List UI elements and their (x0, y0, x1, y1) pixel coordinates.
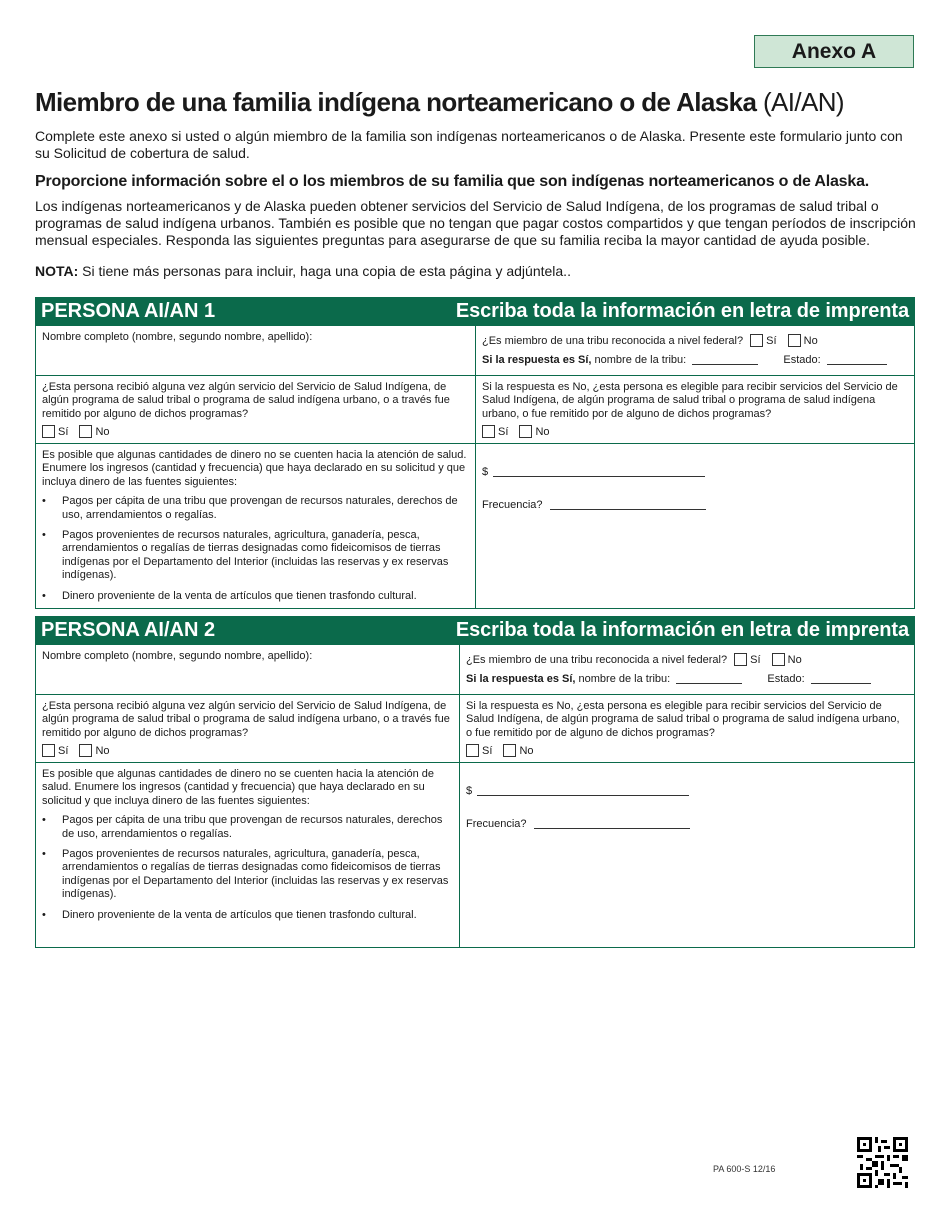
ihs-yes-checkbox[interactable] (42, 425, 55, 438)
yes-label: Sí (482, 745, 493, 758)
full-name-label: Nombre completo (nombre, segundo nombre, apellido): (42, 331, 313, 343)
note-text: Si tiene más personas para incluir, haga una copia de esta página y adjúntela.. (78, 263, 571, 279)
list-item: • Pagos provenientes de recursos naturales, agricultura, ganadería, pesca, arrendamientos o regalías de tierras designadas como fideicomisos de tierras indígenas por el Departamento del Interior (incluidas las reservas y ex reservas indígenas). (56, 529, 469, 583)
intro-text: Complete este anexo si usted o algún miembro de la familia son indígenas norteamericanos o de Alaska. Presente este formulario junto con su Solicitud de cobertura de salud. (35, 128, 903, 161)
title-main: Miembro de una familia indígena norteamericano o de Alaska (35, 87, 757, 117)
person-1-section (35, 297, 915, 609)
income-sources-list (42, 495, 469, 603)
tribe-no-checkbox[interactable] (788, 334, 801, 347)
income-intro: Es posible que algunas cantidades de dinero no se cuenten hacia la atención de salud. Enumere los ingresos (cantidad y frecuencia) que haya declarado en su solicitud y que incluya dinero de las fuentes siguientes: (42, 768, 435, 807)
no-label: No (95, 745, 110, 758)
frequency-label: Frecuencia? (466, 818, 527, 831)
ihs-no-checkbox[interactable] (79, 744, 92, 757)
person-1-income-cell (36, 444, 476, 608)
eligible-no-checkbox[interactable] (519, 425, 532, 438)
frequency-input[interactable] (550, 509, 706, 510)
person-2-section (35, 616, 915, 948)
no-label: No (535, 426, 550, 439)
yes-label: Sí (58, 745, 69, 758)
amount-input[interactable] (493, 476, 705, 477)
person-2-row-services (36, 694, 914, 762)
note-label: NOTA: (35, 263, 79, 279)
ihs-no-checkbox[interactable] (79, 425, 92, 438)
no-label: No (519, 745, 534, 758)
qr-code-icon (857, 1137, 908, 1188)
list-item: • Pagos per cápita de una tribu que provengan de recursos naturales, derechos de uso, arrendamientos o regalías. (56, 495, 469, 522)
person-2-ihs-cell (36, 695, 460, 762)
full-name-label: Nombre completo (nombre, segundo nombre, apellido): (42, 650, 313, 662)
person-1-name-cell[interactable] (36, 326, 476, 375)
form-code: PA 600-S 12/16 (713, 1164, 776, 1174)
person-1-tribe-cell (476, 326, 914, 375)
tribe-name-input[interactable] (692, 364, 758, 365)
person-1-row-services (36, 375, 914, 443)
list-item: • Pagos per cápita de una tribu que provengan de recursos naturales, derechos de uso, arrendamientos o regalías. (56, 814, 453, 841)
yes-label: Sí (58, 426, 69, 439)
list-item: • Dinero proveniente de la venta de artículos que tienen trasfondo cultural. (56, 909, 453, 922)
state-label: Estado: (767, 673, 805, 686)
person-1-ihs-cell (36, 376, 476, 443)
person-1-row-name (36, 325, 914, 375)
list-item: • Dinero proveniente de la venta de artículos que tienen trasfondo cultural. (56, 590, 469, 603)
person-1-row-income (36, 443, 914, 608)
state-input[interactable] (827, 364, 887, 365)
tribe-name-input[interactable] (676, 683, 742, 684)
eligible-yes-checkbox[interactable] (466, 744, 479, 757)
list-item: • Pagos provenientes de recursos naturales, agricultura, ganadería, pesca, arrendamientos o regalías de tierras designadas como fideicomisos de tierras indígenas por el Departamento del Interior (incluidas las reservas y ex reservas indígenas). (56, 848, 453, 902)
state-label: Estado: (783, 354, 821, 367)
amount-input[interactable] (477, 795, 689, 796)
note (35, 263, 919, 280)
yes-label: Sí (766, 335, 777, 347)
tribe-yes-checkbox[interactable] (734, 653, 747, 666)
ihs-question: ¿Esta persona recibió alguna vez algún servicio del Servicio de Salud Indígena, de algún programa de salud tribal o programa de salud indígena urbano, o a través fue remitido por alguno de dichos programas? (42, 381, 450, 420)
person-2-tribe-cell (460, 645, 914, 694)
eligible-no-checkbox[interactable] (503, 744, 516, 757)
body-text: Los indígenas norteamericanos y de Alaska pueden obtener servicios del Servicio de Salud Indígena, de los programas de salud tribal o programas de salud indígena urbanos. También es posible que no tengan que pagar costos compartidos y que tengan períodos de inscripción mensual especiales. Responda las siguientes preguntas para asegurarse de que su familia reciba la mayor cantidad de ayuda posible. (35, 198, 916, 248)
subheading: Proporcione información sobre el o los miembros de su familia que son indígenas norteamericanos o de Alaska. (35, 173, 870, 190)
tribe-name-label: nombre de la tribu: (575, 673, 671, 686)
person-2-title: PERSONA AI/AN 2 (41, 618, 216, 641)
eligible-question: Si la respuesta es No, ¿esta persona es elegible para recibir servicios del Servicio de Salud Indígena, de algún programa de salud tribal o programa de salud indígena urbano, o fue remitido por de alguno de dichos programas? (482, 381, 898, 420)
income-intro: Es posible que algunas cantidades de dinero no se cuenten hacia la atención de salud. Enumere los ingresos (cantidad y frecuencia) que haya declarado en su solicitud y que incluya dinero de las fuentes siguientes: (42, 449, 467, 488)
frequency-input[interactable] (534, 828, 690, 829)
title-suffix: (AI/AN) (762, 87, 844, 117)
if-yes-label: Si la respuesta es Sí, (466, 673, 576, 686)
page-title (35, 86, 915, 118)
no-label: No (95, 426, 110, 439)
person-1-title: PERSONA AI/AN 1 (41, 299, 216, 322)
amount-label: $ (466, 785, 473, 797)
tribe-no-checkbox[interactable] (772, 653, 785, 666)
annex-label: Anexo A (754, 35, 914, 68)
person-2-eligible-cell (460, 695, 914, 762)
person-1-eligible-cell (476, 376, 914, 443)
person-2-row-name (36, 644, 914, 694)
amount-label: $ (482, 466, 489, 478)
person-2-amount-cell (460, 763, 914, 947)
person-2-header (36, 617, 914, 644)
eligible-question: Si la respuesta es No, ¿esta persona es elegible para recibir servicios del Servicio de Salud Indígena, de algún programa de salud tribal o programa de salud indígena urbano, o fue remitido por de alguno de dichos programas? (466, 700, 900, 739)
ihs-question: ¿Esta persona recibió alguna vez algún servicio del Servicio de Salud Indígena, de algún programa de salud tribal o programa de salud indígena urbano, o a través fue remitido por alguno de dichos programas? (42, 700, 450, 739)
person-1-amount-cell (476, 444, 914, 608)
tribe-question: ¿Es miembro de una tribu reconocida a nivel federal? (482, 335, 744, 347)
person-2-name-cell[interactable] (36, 645, 460, 694)
tribe-yes-checkbox[interactable] (750, 334, 763, 347)
state-input[interactable] (811, 683, 871, 684)
if-yes-label: Si la respuesta es Sí, (482, 354, 592, 367)
yes-label: Sí (750, 654, 761, 666)
print-instruction: Escriba toda la información en letra de imprenta (455, 299, 909, 322)
person-2-row-income (36, 762, 914, 947)
tribe-name-label: nombre de la tribu: (591, 354, 687, 367)
print-instruction: Escriba toda la información en letra de imprenta (455, 618, 909, 641)
tribe-question: ¿Es miembro de una tribu reconocida a nivel federal? (466, 654, 728, 666)
no-label: No (787, 654, 802, 666)
frequency-label: Frecuencia? (482, 499, 543, 512)
income-sources-list (42, 814, 453, 922)
person-1-header (36, 298, 914, 325)
no-label: No (803, 335, 818, 347)
person-2-income-cell (36, 763, 460, 947)
yes-label: Sí (498, 426, 509, 439)
eligible-yes-checkbox[interactable] (482, 425, 495, 438)
ihs-yes-checkbox[interactable] (42, 744, 55, 757)
